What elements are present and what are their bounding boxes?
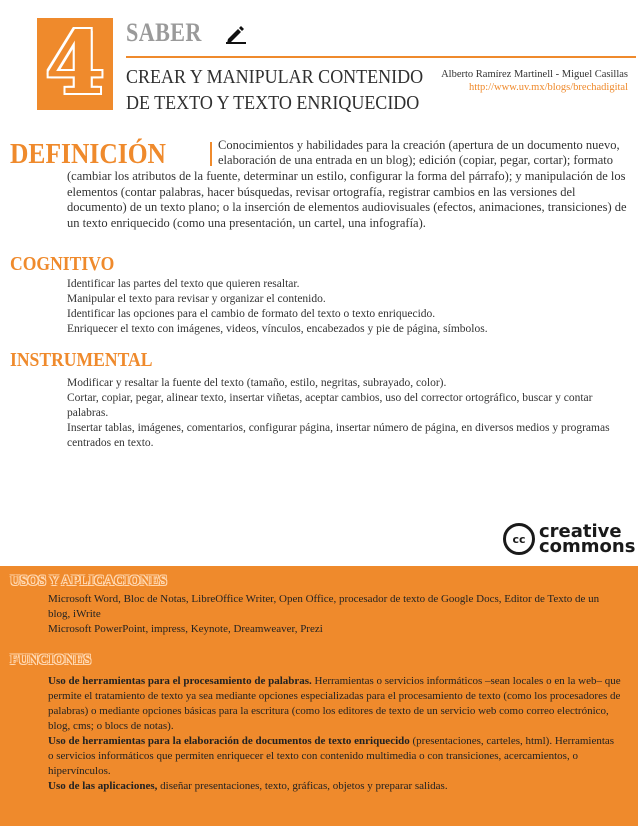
authors-names: Alberto Ramírez Martinell - Miguel Casillas bbox=[441, 69, 628, 80]
usos-heading: USOS Y APLICACIONES bbox=[10, 573, 167, 589]
funciones-paragraph-2 bbox=[48, 734, 622, 779]
funciones-p2-text: (presentaciones, carteles, html). Herramientas o servicios informáticos que permiten enriquecer el texto con contenido multimedia o con transiciones, acercamientos, o hipervínculos. bbox=[48, 735, 615, 777]
funciones-p3-bold: Uso de las aplicaciones, bbox=[48, 780, 158, 792]
section-number-box bbox=[37, 13, 113, 114]
instrumental-heading: INSTRUMENTAL bbox=[10, 349, 153, 371]
list-item: Insertar tablas, imágenes, comentarios, configurar página, insertar número de página, en diversos medios y programas centrados en texto. bbox=[67, 422, 610, 449]
authors-block bbox=[441, 68, 628, 94]
cognitivo-heading: COGNITIVO bbox=[10, 253, 115, 275]
section-number: 4 bbox=[45, 13, 105, 114]
funciones-p1-bold: Uso de herramientas para el procesamiento de palabras. bbox=[48, 675, 312, 687]
list-item: Enriquecer el texto con imágenes, videos, vínculos, encabezados y pie de página, símbolos. bbox=[67, 323, 488, 335]
pencil-icon bbox=[225, 22, 247, 44]
cc-word-creative: creative bbox=[539, 521, 622, 542]
blog-url[interactable]: http://www.uv.mx/blogs/brechadigital bbox=[468, 82, 628, 93]
title-line-1: CREAR Y MANIPULAR CONTENIDO bbox=[126, 66, 424, 88]
cognitivo-list bbox=[67, 277, 629, 337]
list-item: Identificar las partes del texto que quieren resaltar. bbox=[67, 278, 300, 290]
saber-label: SABER bbox=[126, 18, 202, 47]
usos-text bbox=[48, 592, 622, 637]
list-item: Cortar, copiar, pegar, alinear texto, insertar viñetas, aceptar cambios, uso del corrector ortográfico, buscar y contar palabras. bbox=[67, 392, 593, 419]
list-item: Manipular el texto para revisar y organizar el contenido. bbox=[67, 293, 326, 305]
title-line-2: DE TEXTO Y TEXTO ENRIQUECIDO bbox=[126, 92, 420, 114]
usos-line-2: Microsoft PowerPoint, impress, Keynote, Dreamweaver, Prezi bbox=[48, 623, 323, 635]
creative-commons-logo bbox=[503, 523, 635, 555]
definicion-text-body: (cambiar los atributos de la fuente, determinar un estilo, configurar la forma del párrafo); y manipulación de los elementos (contar palabras, hacer búsquedas, revisar ortografía, registrar cambios en las versiones del documento) de un texto plano; o la inserción de elementos audiovisuales (efectos, animaciones, transiciones) de un texto enriquecido (como una presentación, un cartel, una infografía). bbox=[67, 169, 627, 230]
cc-icon: cc bbox=[503, 523, 535, 555]
instrumental-list bbox=[67, 376, 629, 451]
definicion-text-top: Conocimientos y habilidades para la creación (apertura de un documento nuevo, elaboración de una entrada en un blog); edición (copiar, pegar, cortar); formato bbox=[218, 138, 620, 167]
funciones-text bbox=[48, 674, 622, 794]
header-rule bbox=[126, 56, 636, 58]
cc-wordmark bbox=[539, 521, 636, 557]
funciones-p1-text: Herramientas o servicios informáticos –sean locales o en la web– que permite el tratamiento de texto ya sea mediante opciones especializadas para el procesamiento de texto (como los procesadores de palabras) o mediante opciones básicas para la escritura (como los editores de texto de un servicio web como correo electrónico, blog, cms; o blocs de notas). bbox=[48, 675, 621, 732]
funciones-heading: FUNCIONES bbox=[10, 652, 92, 668]
cc-word-commons: commons bbox=[539, 536, 636, 557]
usos-line-1: Microsoft Word, Bloc de Notas, LibreOffice Writer, Open Office, procesador de texto de Google Docs, Editor de Texto de un blog, iWrite bbox=[48, 593, 600, 620]
list-item: Modificar y resaltar la fuente del texto (tamaño, estilo, negritas, subrayado, color). bbox=[67, 377, 447, 389]
definicion-divider bbox=[210, 142, 212, 166]
funciones-p2-bold: Uso de herramientas para la elaboración de documentos de texto enriquecido bbox=[48, 735, 410, 747]
list-item: Identificar las opciones para el cambio de formato del texto o texto enriquecido. bbox=[67, 308, 436, 320]
definicion-heading: DEFINICIÓN bbox=[10, 138, 166, 170]
funciones-p3-text: diseñar presentaciones, texto, gráficas, objetos y preparar salidas. bbox=[157, 780, 448, 792]
funciones-paragraph-3 bbox=[48, 779, 622, 794]
page-title bbox=[126, 64, 423, 116]
funciones-paragraph-1 bbox=[48, 674, 622, 734]
